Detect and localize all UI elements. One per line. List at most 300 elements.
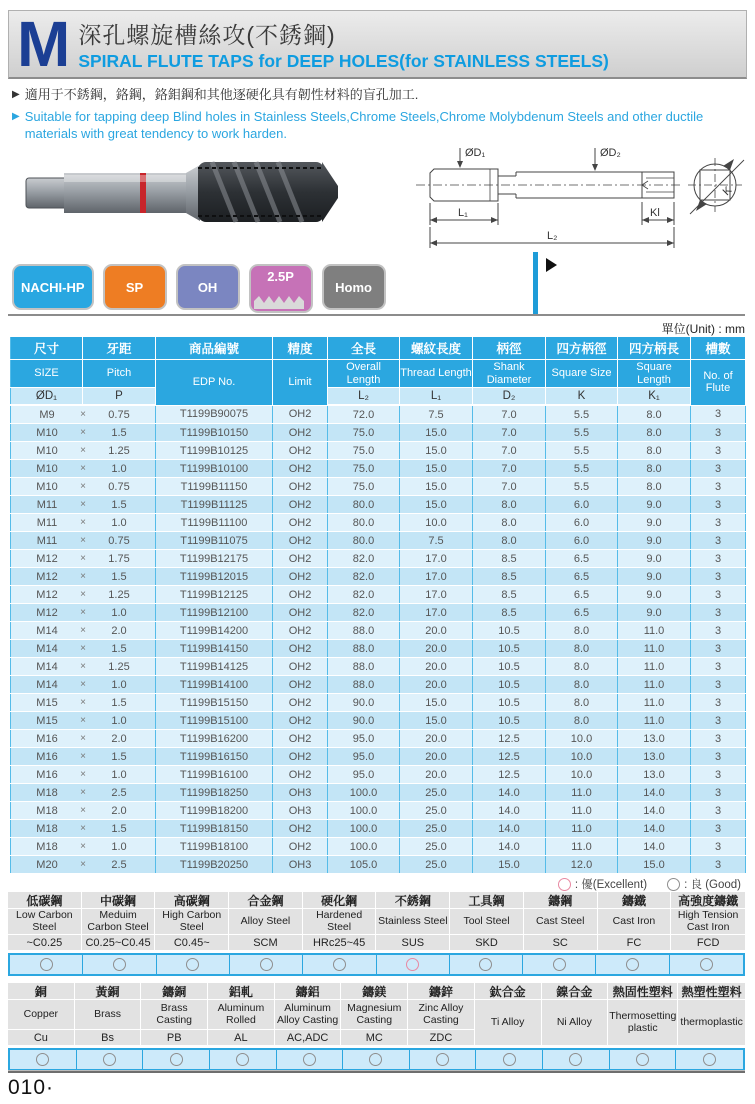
table-row bbox=[11, 802, 746, 820]
material-name-en: thermoplastic bbox=[680, 1015, 743, 1028]
shank-diameter-cell: 12.5 bbox=[473, 766, 546, 784]
size-pitch-cell bbox=[11, 604, 156, 622]
overall-length-cell: 82.0 bbox=[328, 586, 400, 604]
table-row bbox=[11, 550, 746, 568]
flute-count-cell: 3 bbox=[691, 568, 746, 586]
square-length-cell: 14.0 bbox=[618, 838, 691, 856]
pitch-value: 1.0 bbox=[111, 678, 127, 691]
table-row bbox=[11, 838, 746, 856]
square-size-cell: 5.5 bbox=[546, 424, 618, 442]
times-symbol: × bbox=[80, 697, 86, 708]
legend-good-text: : 良 (Good) bbox=[684, 879, 741, 891]
material-column bbox=[450, 892, 524, 950]
overall-length-cell: 90.0 bbox=[328, 694, 400, 712]
material-code: HRc25~45 bbox=[312, 936, 366, 949]
material-column bbox=[8, 892, 82, 950]
flute-count-cell: 3 bbox=[691, 640, 746, 658]
flute-count-cell: 3 bbox=[691, 694, 746, 712]
material-name-en: Brass Casting bbox=[141, 1000, 207, 1030]
square-length-cell: 8.0 bbox=[618, 478, 691, 496]
good-circle-icon bbox=[369, 1053, 382, 1066]
table-row bbox=[11, 676, 746, 694]
material-rating-cell bbox=[303, 955, 376, 974]
square-length-cell: 11.0 bbox=[618, 622, 691, 640]
times-symbol: × bbox=[80, 571, 86, 582]
size-pitch-cell bbox=[11, 712, 156, 730]
table-row bbox=[11, 622, 746, 640]
thread-length-cell: 15.0 bbox=[400, 460, 473, 478]
material-table-2-ratings bbox=[8, 1048, 745, 1071]
limit-cell: OH2 bbox=[273, 622, 328, 640]
overall-length-cell: 100.0 bbox=[328, 802, 400, 820]
good-circle-icon bbox=[636, 1053, 649, 1066]
limit-cell: OH2 bbox=[273, 838, 328, 856]
shank-diameter-cell: 12.5 bbox=[473, 730, 546, 748]
material-column bbox=[671, 892, 745, 950]
size-value: M10 bbox=[36, 444, 58, 457]
material-name-en: Ni Alloy bbox=[556, 1015, 592, 1028]
size-pitch-cell bbox=[11, 856, 156, 874]
dim-label-d1: ØD₁ bbox=[465, 147, 486, 159]
material-column bbox=[542, 983, 609, 1045]
flute-count-cell: 3 bbox=[691, 622, 746, 640]
edp-cell: T1199B14125 bbox=[156, 658, 273, 676]
material-rating-cell bbox=[377, 955, 450, 974]
flute-count-cell: 3 bbox=[691, 532, 746, 550]
page-title-en: SPIRAL FLUTE TAPS for DEEP HOLES(for STAINLESS STEELS) bbox=[78, 50, 609, 71]
size-pitch-cell bbox=[11, 730, 156, 748]
edp-cell: T1199B10100 bbox=[156, 460, 273, 478]
material-name-zh: 鑄鋁 bbox=[275, 983, 341, 1000]
material-column bbox=[8, 983, 75, 1045]
size-pitch-cell bbox=[11, 820, 156, 838]
divider-line bbox=[8, 314, 745, 316]
spec-table bbox=[10, 337, 746, 874]
material-name-en: Meduim Carbon Steel bbox=[82, 909, 155, 935]
limit-cell: OH2 bbox=[273, 658, 328, 676]
edp-cell: T1199B10125 bbox=[156, 442, 273, 460]
good-circle-icon bbox=[553, 958, 566, 971]
material-code: C0.45~ bbox=[173, 936, 210, 949]
thread-length-cell: 25.0 bbox=[400, 784, 473, 802]
tap-photo bbox=[22, 148, 342, 240]
col-header-symbol: ØD₁ bbox=[11, 388, 83, 406]
materials-legend bbox=[558, 876, 741, 892]
shank-diameter-cell: 14.0 bbox=[473, 802, 546, 820]
good-circle-icon bbox=[186, 958, 199, 971]
edp-cell: T1199B12125 bbox=[156, 586, 273, 604]
col-header-symbol: L₂ bbox=[328, 388, 400, 406]
overall-length-cell: 82.0 bbox=[328, 604, 400, 622]
limit-cell: OH2 bbox=[273, 604, 328, 622]
square-length-cell: 9.0 bbox=[618, 604, 691, 622]
square-size-cell: 8.0 bbox=[546, 712, 618, 730]
size-value: M10 bbox=[36, 426, 58, 439]
shank-diameter-cell: 7.0 bbox=[473, 460, 546, 478]
good-circle-icon bbox=[700, 958, 713, 971]
square-length-cell: 13.0 bbox=[618, 730, 691, 748]
table-row bbox=[11, 712, 746, 730]
table-row bbox=[11, 532, 746, 550]
size-pitch-cell bbox=[11, 766, 156, 784]
overall-length-cell: 100.0 bbox=[328, 820, 400, 838]
material-column bbox=[598, 892, 672, 950]
material-rating-cell bbox=[10, 1050, 77, 1069]
table-row bbox=[11, 568, 746, 586]
square-length-cell: 8.0 bbox=[618, 424, 691, 442]
legend-good bbox=[667, 876, 741, 892]
square-size-cell: 5.5 bbox=[546, 460, 618, 478]
thread-length-cell: 7.5 bbox=[400, 405, 473, 424]
pitch-value: 1.5 bbox=[111, 822, 127, 835]
overall-length-cell: 95.0 bbox=[328, 748, 400, 766]
limit-cell: OH2 bbox=[273, 730, 328, 748]
material-name-en: Cast Steel bbox=[524, 909, 597, 935]
limit-cell: OH3 bbox=[273, 856, 328, 874]
square-size-cell: 11.0 bbox=[546, 802, 618, 820]
thread-length-cell: 15.0 bbox=[400, 478, 473, 496]
material-rating-cell bbox=[610, 1050, 677, 1069]
section-arrow-icon bbox=[546, 258, 557, 272]
flute-count-cell: 3 bbox=[691, 730, 746, 748]
badge-oh bbox=[176, 264, 240, 310]
size-value: M11 bbox=[36, 516, 58, 529]
square-size-cell: 10.0 bbox=[546, 730, 618, 748]
limit-cell: OH2 bbox=[273, 676, 328, 694]
limit-cell: OH2 bbox=[273, 694, 328, 712]
material-rating-cell bbox=[277, 1050, 344, 1069]
bullet-en-text: Suitable for tapping deep Blind holes in Stainless Steels,Chrome Steels,Chrome Molybdenum Steels and other ductile materials with great tendency to work harden. bbox=[24, 108, 704, 142]
page-title-zh: 深孔螺旋槽絲攻(不銹鋼) bbox=[78, 21, 336, 48]
edp-cell: T1199B18250 bbox=[156, 784, 273, 802]
size-value: M14 bbox=[36, 660, 58, 673]
col-header-zh: 四方柄徑 bbox=[546, 337, 618, 360]
thread-length-cell: 15.0 bbox=[400, 424, 473, 442]
table-row bbox=[11, 442, 746, 460]
limit-cell: OH2 bbox=[273, 748, 328, 766]
legend-excellent bbox=[558, 876, 647, 892]
flute-count-cell: 3 bbox=[691, 424, 746, 442]
pitch-value: 1.0 bbox=[111, 516, 127, 529]
col-header-symbol: K₁ bbox=[618, 388, 691, 406]
square-length-cell: 9.0 bbox=[618, 550, 691, 568]
square-size-cell: 5.5 bbox=[546, 478, 618, 496]
material-name-zh: 鑄鐵 bbox=[598, 892, 671, 909]
size-pitch-cell bbox=[11, 838, 156, 856]
square-size-cell: 11.0 bbox=[546, 838, 618, 856]
square-size-cell: 11.0 bbox=[546, 784, 618, 802]
good-circle-icon bbox=[479, 958, 492, 971]
thread-length-cell: 20.0 bbox=[400, 640, 473, 658]
overall-length-cell: 75.0 bbox=[328, 460, 400, 478]
table-row bbox=[11, 460, 746, 478]
bullet-zh-text: 適用于不銹鋼，鉻鋼，鉻鉬鋼和其他逐硬化具有韌性材料的盲孔加工. bbox=[24, 87, 419, 102]
good-circle-icon bbox=[40, 958, 53, 971]
good-circle-icon bbox=[236, 1053, 249, 1066]
pitch-value: 2.5 bbox=[111, 858, 127, 871]
times-symbol: × bbox=[80, 643, 86, 654]
material-name-en: Aluminum Rolled bbox=[208, 1000, 274, 1030]
square-length-cell: 8.0 bbox=[618, 442, 691, 460]
shank-diameter-cell: 14.0 bbox=[473, 820, 546, 838]
material-code: SKD bbox=[475, 936, 498, 949]
material-rating-cell bbox=[83, 955, 156, 974]
times-symbol: × bbox=[80, 625, 86, 636]
size-pitch-cell bbox=[11, 478, 156, 496]
table-row bbox=[11, 784, 746, 802]
pitch-value: 1.5 bbox=[111, 696, 127, 709]
col-header-en: EDP No. bbox=[156, 360, 273, 406]
material-code: C0.25~C0.45 bbox=[85, 936, 151, 949]
intro-bullets bbox=[12, 86, 742, 147]
edp-cell: T1199B12100 bbox=[156, 604, 273, 622]
shank-diameter-cell: 10.5 bbox=[473, 694, 546, 712]
times-symbol: × bbox=[80, 769, 86, 780]
material-rating-cell bbox=[476, 1050, 543, 1069]
shank-diameter-cell: 10.5 bbox=[473, 622, 546, 640]
pitch-value: 1.0 bbox=[111, 714, 127, 727]
bullet-marker-icon: ▶ bbox=[12, 89, 20, 100]
limit-cell: OH2 bbox=[273, 712, 328, 730]
material-name-zh: 鑄鋼 bbox=[524, 892, 597, 909]
material-name-zh: 黃銅 bbox=[75, 983, 141, 1000]
header-bar bbox=[8, 7, 747, 80]
material-name-zh: 鈦合金 bbox=[475, 983, 541, 1000]
square-size-cell: 5.5 bbox=[546, 405, 618, 424]
flute-count-cell: 3 bbox=[691, 766, 746, 784]
size-value: M18 bbox=[36, 822, 58, 835]
bullet-zh bbox=[12, 86, 742, 104]
square-length-cell: 9.0 bbox=[618, 514, 691, 532]
pitch-value: 1.0 bbox=[111, 606, 127, 619]
size-pitch-cell bbox=[11, 405, 156, 424]
title-block bbox=[78, 17, 609, 72]
pitch-value: 2.0 bbox=[111, 732, 127, 745]
times-symbol: × bbox=[80, 733, 86, 744]
edp-cell: T1199B90075 bbox=[156, 405, 273, 424]
good-circle-icon bbox=[503, 1053, 516, 1066]
shank-diameter-cell: 7.0 bbox=[473, 478, 546, 496]
good-circle-icon bbox=[436, 1053, 449, 1066]
dim-label-k: K bbox=[720, 184, 735, 199]
flute-count-cell: 3 bbox=[691, 460, 746, 478]
col-header-en: Square Length bbox=[618, 360, 691, 388]
col-header-symbol: P bbox=[83, 388, 156, 406]
shank-diameter-cell: 10.5 bbox=[473, 658, 546, 676]
material-table-1 bbox=[8, 892, 745, 976]
limit-cell: OH2 bbox=[273, 424, 328, 442]
limit-cell: OH2 bbox=[273, 820, 328, 838]
limit-cell: OH3 bbox=[273, 802, 328, 820]
limit-cell: OH2 bbox=[273, 405, 328, 424]
size-value: M10 bbox=[36, 480, 58, 493]
material-rating-cell bbox=[670, 955, 743, 974]
size-pitch-cell bbox=[11, 640, 156, 658]
col-header-zh: 商品編號 bbox=[156, 337, 273, 360]
col-header-en: Overall Length bbox=[328, 360, 400, 388]
times-symbol: × bbox=[80, 463, 86, 474]
table-row bbox=[11, 496, 746, 514]
pitch-value: 2.0 bbox=[111, 804, 127, 817]
edp-cell: T1199B10150 bbox=[156, 424, 273, 442]
thread-length-cell: 25.0 bbox=[400, 820, 473, 838]
table-row bbox=[11, 405, 746, 424]
size-pitch-cell bbox=[11, 550, 156, 568]
material-name-zh: 鋁軋 bbox=[208, 983, 274, 1000]
limit-cell: OH2 bbox=[273, 496, 328, 514]
shank-diameter-cell: 10.5 bbox=[473, 712, 546, 730]
times-symbol: × bbox=[80, 409, 86, 420]
size-pitch-cell bbox=[11, 568, 156, 586]
size-value: M10 bbox=[36, 462, 58, 475]
shank-diameter-cell: 8.5 bbox=[473, 568, 546, 586]
flute-count-cell: 3 bbox=[691, 802, 746, 820]
material-code: ~C0.25 bbox=[26, 936, 63, 949]
flute-count-cell: 3 bbox=[691, 604, 746, 622]
size-value: M20 bbox=[36, 858, 58, 871]
badge-nachi-hp bbox=[12, 264, 94, 310]
limit-cell: OH2 bbox=[273, 478, 328, 496]
material-code: Bs bbox=[101, 1031, 114, 1044]
times-symbol: × bbox=[80, 859, 86, 870]
badge-sp bbox=[103, 264, 167, 310]
limit-cell: OH2 bbox=[273, 460, 328, 478]
material-name-zh: 工具鋼 bbox=[450, 892, 523, 909]
table-row bbox=[11, 424, 746, 442]
unit-note: 單位(Unit) : mm bbox=[661, 322, 745, 336]
material-rating-cell bbox=[343, 1050, 410, 1069]
material-rating-cell bbox=[523, 955, 596, 974]
good-circle-icon bbox=[303, 1053, 316, 1066]
spec-table-body bbox=[11, 405, 746, 874]
square-length-cell: 11.0 bbox=[618, 676, 691, 694]
col-header-zh: 四方柄長 bbox=[618, 337, 691, 360]
limit-cell: OH3 bbox=[273, 784, 328, 802]
table-row bbox=[11, 586, 746, 604]
pitch-value: 1.5 bbox=[111, 570, 127, 583]
times-symbol: × bbox=[80, 841, 86, 852]
size-value: M16 bbox=[36, 750, 58, 763]
section-accent-bar bbox=[533, 252, 538, 314]
col-header-zh: 槽數 bbox=[691, 337, 746, 360]
table-row bbox=[11, 514, 746, 532]
material-column bbox=[524, 892, 598, 950]
table-row bbox=[11, 658, 746, 676]
overall-length-cell: 75.0 bbox=[328, 478, 400, 496]
shank-diameter-cell: 8.5 bbox=[473, 586, 546, 604]
thread-length-cell: 25.0 bbox=[400, 802, 473, 820]
size-pitch-cell bbox=[11, 748, 156, 766]
overall-length-cell: 82.0 bbox=[328, 568, 400, 586]
col-header-en: Shank Diameter bbox=[473, 360, 546, 388]
thread-length-cell: 17.0 bbox=[400, 550, 473, 568]
thread-length-cell: 20.0 bbox=[400, 658, 473, 676]
material-name-zh: 鑄鋅 bbox=[408, 983, 474, 1000]
table-row bbox=[11, 766, 746, 784]
pitch-value: 1.5 bbox=[111, 498, 127, 511]
size-pitch-cell bbox=[11, 622, 156, 640]
bullet-en bbox=[12, 108, 742, 143]
flute-count-cell: 3 bbox=[691, 712, 746, 730]
flute-count-cell: 3 bbox=[691, 405, 746, 424]
size-value: M18 bbox=[36, 786, 58, 799]
badge-label: 2.5P bbox=[267, 269, 294, 284]
shank-diameter-cell: 14.0 bbox=[473, 784, 546, 802]
size-pitch-cell bbox=[11, 442, 156, 460]
dim-label-l2: L₂ bbox=[547, 230, 558, 242]
thread-length-cell: 17.0 bbox=[400, 586, 473, 604]
good-circle-icon bbox=[170, 1053, 183, 1066]
edp-cell: T1199B11125 bbox=[156, 496, 273, 514]
col-header-en: SIZE bbox=[11, 360, 83, 388]
col-header-zh: 尺寸 bbox=[11, 337, 83, 360]
times-symbol: × bbox=[80, 607, 86, 618]
square-length-cell: 13.0 bbox=[618, 766, 691, 784]
limit-cell: OH2 bbox=[273, 514, 328, 532]
material-rating-cell bbox=[676, 1050, 743, 1069]
times-symbol: × bbox=[80, 715, 86, 726]
thread-length-cell: 20.0 bbox=[400, 766, 473, 784]
edp-cell: T1199B11075 bbox=[156, 532, 273, 550]
size-pitch-cell bbox=[11, 514, 156, 532]
overall-length-cell: 80.0 bbox=[328, 514, 400, 532]
limit-cell: OH2 bbox=[273, 586, 328, 604]
dim-label-d2: ØD₂ bbox=[600, 147, 621, 159]
square-length-cell: 11.0 bbox=[618, 694, 691, 712]
limit-cell: OH2 bbox=[273, 568, 328, 586]
material-name-en: Alloy Steel bbox=[229, 909, 302, 935]
shank-diameter-cell: 10.5 bbox=[473, 640, 546, 658]
badge-label: SP bbox=[125, 279, 144, 295]
square-size-cell: 8.0 bbox=[546, 694, 618, 712]
thread-length-cell: 20.0 bbox=[400, 622, 473, 640]
good-circle-icon bbox=[260, 958, 273, 971]
square-length-cell: 15.0 bbox=[618, 856, 691, 874]
material-code: PB bbox=[166, 1031, 182, 1044]
thread-length-cell: 20.0 bbox=[400, 730, 473, 748]
square-size-cell: 6.0 bbox=[546, 496, 618, 514]
size-value: M15 bbox=[36, 714, 58, 727]
material-name-en: High Tension Cast Iron bbox=[671, 909, 745, 935]
material-column bbox=[75, 983, 142, 1045]
material-code: SUS bbox=[401, 936, 425, 949]
col-header-zh: 柄徑 bbox=[473, 337, 546, 360]
shank-diameter-cell: 7.0 bbox=[473, 424, 546, 442]
col-header-zh: 全長 bbox=[328, 337, 400, 360]
badge-label: OH bbox=[197, 279, 218, 295]
material-column bbox=[82, 892, 156, 950]
square-length-cell: 9.0 bbox=[618, 532, 691, 550]
edp-cell: T1199B11150 bbox=[156, 478, 273, 496]
limit-cell: OH2 bbox=[273, 766, 328, 784]
edp-cell: T1199B11100 bbox=[156, 514, 273, 532]
overall-length-cell: 100.0 bbox=[328, 838, 400, 856]
square-length-cell: 11.0 bbox=[618, 712, 691, 730]
overall-length-cell: 75.0 bbox=[328, 424, 400, 442]
col-header-en: Pitch bbox=[83, 360, 156, 388]
flute-count-cell: 3 bbox=[691, 442, 746, 460]
overall-length-cell: 82.0 bbox=[328, 550, 400, 568]
flute-count-cell: 3 bbox=[691, 658, 746, 676]
material-name-zh: 低碳鋼 bbox=[8, 892, 81, 909]
material-column bbox=[376, 892, 450, 950]
material-rating-cell bbox=[157, 955, 230, 974]
col-header-en: Limit bbox=[273, 360, 328, 406]
material-name-zh: 合金鋼 bbox=[229, 892, 302, 909]
material-name-en: Tool Steel bbox=[450, 909, 523, 935]
material-code: SC bbox=[552, 936, 568, 949]
size-value: M15 bbox=[36, 696, 58, 709]
